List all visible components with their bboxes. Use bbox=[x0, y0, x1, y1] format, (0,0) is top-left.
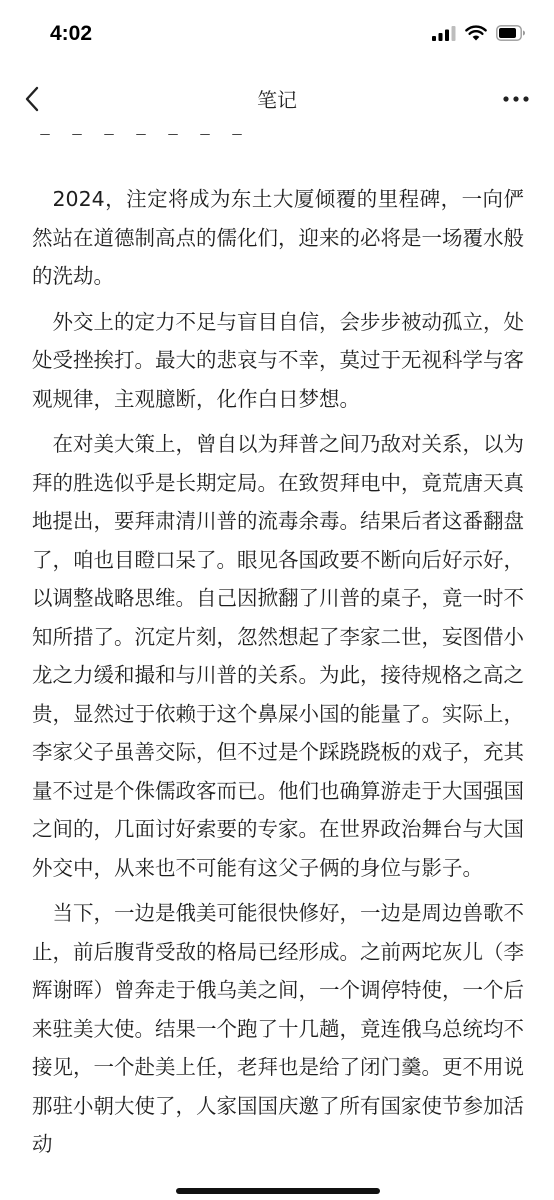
clipped-text-fragment bbox=[40, 123, 280, 135]
more-horizontal-icon bbox=[503, 96, 529, 102]
note-article[interactable] bbox=[32, 180, 524, 1200]
article-paragraph: 2024，注定将成为东土大厦倾覆的里程碑，一向俨然站在道德制高点的儒化们，迎来的必将是一场覆水般的洗劫。 bbox=[32, 187, 524, 288]
status-time: 4:02 bbox=[50, 22, 93, 45]
status-bar bbox=[0, 0, 554, 70]
home-indicator[interactable] bbox=[176, 1188, 380, 1194]
more-options-button[interactable] bbox=[496, 82, 536, 116]
battery-icon bbox=[496, 25, 526, 41]
cellular-signal-icon bbox=[432, 25, 456, 41]
article-paragraph: 在对美大策上，曾自以为拜普之间乃敌对关系，以为拜的胜选似乎是长期定局。在致贺拜电中，竟荒唐天真地提出，要拜肃清川普的流毒余毒。结果后者这番翻盘了，咱也目瞪口呆了。眼见各国政要不断向后好示好，以调整战略思维。自己因掀翻了川普的桌子，竟一时不知所措了。沉定片刻，忽然想起了李家二世，妄图借小龙之力缓和撮和与川普的关系。为此，接待规格之高之贵，显然过于依赖于这个鼻屎小国的能量了。实际上，李家父子虽善交际，但不过是个踩跷跷板的戏子，充其量不过是个侏儒政客而已。他们也确算游走于大国强国之间的，几面讨好索要的专家。在世界政治舞台与大国外交中，从来也不可能有这父子俩的身位与影子。 bbox=[32, 432, 524, 880]
article-paragraph: 外交上的定力不足与盲目自信，会步步被动孤立，处处受挫挨打。最大的悲哀与不幸，莫过于无视科学与客观规律，主观臆断，化作白日梦想。 bbox=[32, 309, 524, 411]
article-paragraph: 当下，一边是俄美可能很快修好，一边是周边兽歌不止，前后腹背受敌的格局已经形成。之前两坨灰儿（李辉谢晖）曾奔走于俄乌美之间，一个调停特使，一个后来驻美大使。结果一个跑了十几趟，竟连俄乌总统均不接见，一个赴美上任，老拜也是给了闭门羹。更不用说那驻小朝大使了，人家国国庆邀了所有国家使节参加活动 bbox=[32, 901, 524, 1156]
status-icons bbox=[432, 25, 526, 41]
wifi-icon bbox=[465, 25, 487, 41]
page-title: 笔记 bbox=[257, 88, 297, 112]
navigation-bar bbox=[0, 70, 554, 128]
